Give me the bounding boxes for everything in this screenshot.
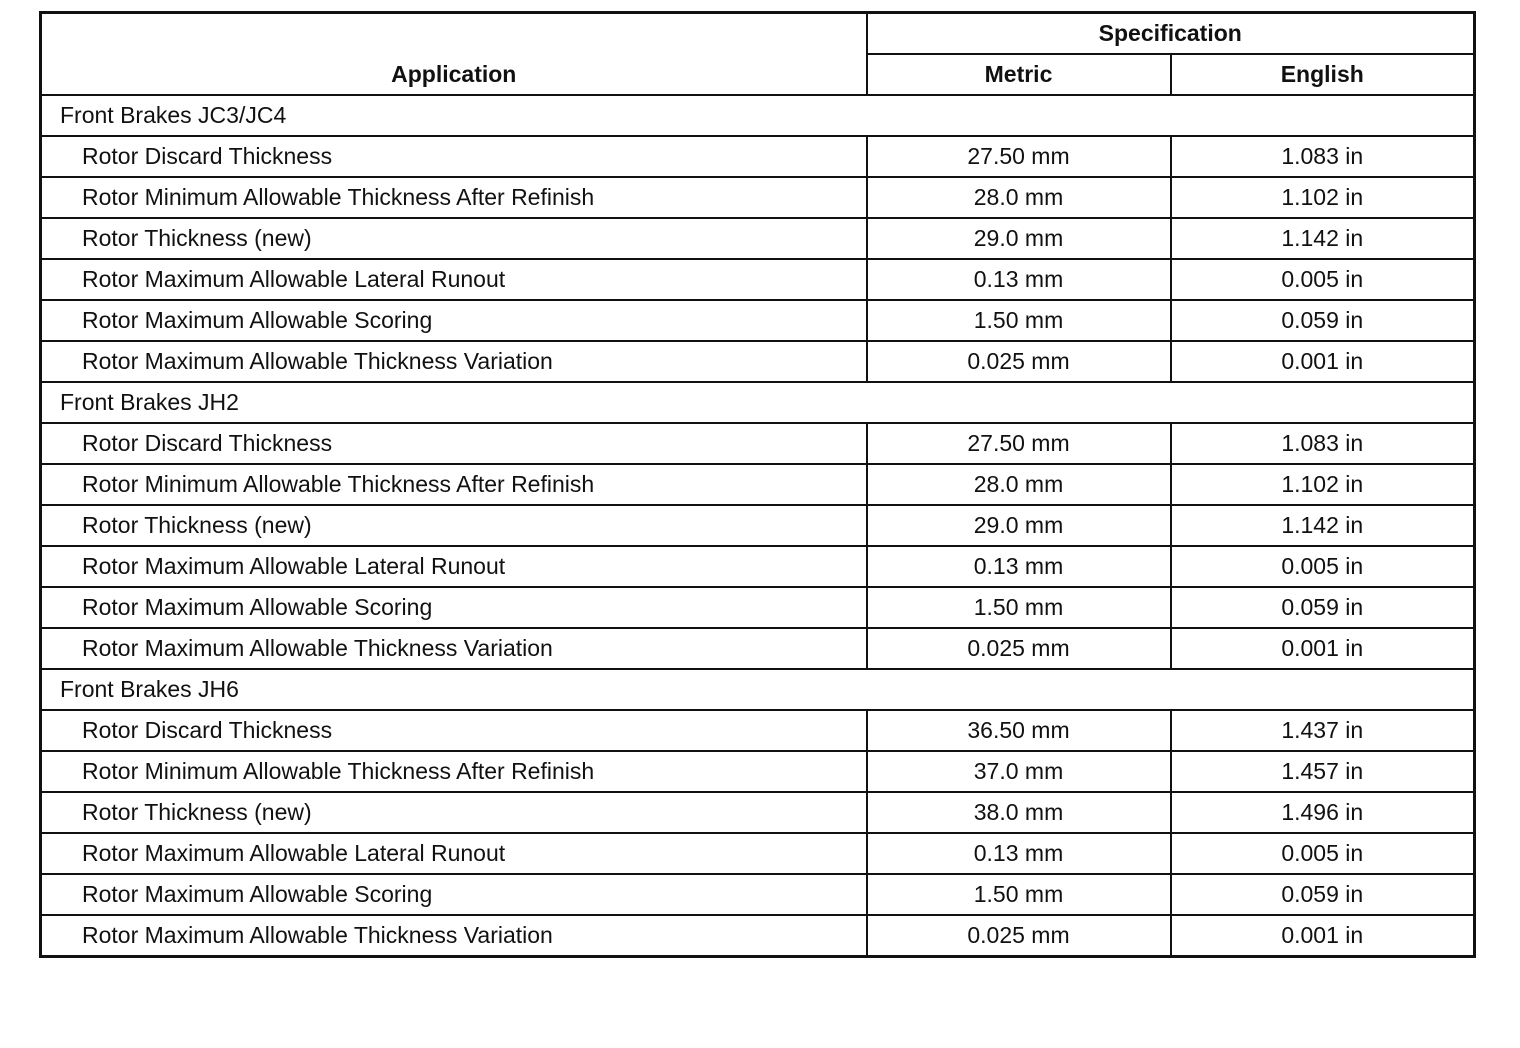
table-row <box>41 505 1475 546</box>
table-row <box>41 464 1475 505</box>
table-row <box>41 710 1475 751</box>
application-cell: Rotor Minimum Allowable Thickness After Refinish <box>41 464 867 505</box>
metric-cell: 0.025 mm <box>867 915 1171 957</box>
application-cell: Rotor Maximum Allowable Scoring <box>41 874 867 915</box>
column-header-metric: Metric <box>867 54 1171 95</box>
column-header-specification: Specification <box>867 13 1475 55</box>
metric-cell: 1.50 mm <box>867 300 1171 341</box>
english-cell: 1.437 in <box>1171 710 1475 751</box>
application-cell: Rotor Maximum Allowable Lateral Runout <box>41 259 867 300</box>
metric-cell: 0.025 mm <box>867 341 1171 382</box>
metric-cell: 37.0 mm <box>867 751 1171 792</box>
application-cell: Rotor Maximum Allowable Thickness Variation <box>41 628 867 669</box>
english-cell: 1.102 in <box>1171 464 1475 505</box>
column-header-english: English <box>1171 54 1475 95</box>
application-cell: Rotor Discard Thickness <box>41 710 867 751</box>
section-title: Front Brakes JH2 <box>41 382 1475 423</box>
table-row <box>41 833 1475 874</box>
metric-cell: 27.50 mm <box>867 136 1171 177</box>
table-row <box>41 177 1475 218</box>
section-row <box>41 382 1475 423</box>
metric-cell: 29.0 mm <box>867 505 1171 546</box>
english-cell: 0.059 in <box>1171 587 1475 628</box>
table-row <box>41 341 1475 382</box>
metric-cell: 0.13 mm <box>867 546 1171 587</box>
english-cell: 0.059 in <box>1171 874 1475 915</box>
metric-cell: 28.0 mm <box>867 464 1171 505</box>
metric-cell: 28.0 mm <box>867 177 1171 218</box>
english-cell: 0.001 in <box>1171 628 1475 669</box>
english-cell: 1.142 in <box>1171 505 1475 546</box>
english-cell: 0.001 in <box>1171 915 1475 957</box>
application-cell: Rotor Thickness (new) <box>41 218 867 259</box>
specification-table <box>39 11 1476 958</box>
section-row <box>41 95 1475 136</box>
header-row-top <box>41 13 1475 55</box>
table-row <box>41 874 1475 915</box>
section-row <box>41 669 1475 710</box>
english-cell: 1.457 in <box>1171 751 1475 792</box>
metric-cell: 36.50 mm <box>867 710 1171 751</box>
table-body <box>41 95 1475 957</box>
application-cell: Rotor Minimum Allowable Thickness After Refinish <box>41 751 867 792</box>
english-cell: 0.005 in <box>1171 833 1475 874</box>
metric-cell: 0.025 mm <box>867 628 1171 669</box>
table-row <box>41 792 1475 833</box>
application-cell: Rotor Minimum Allowable Thickness After Refinish <box>41 177 867 218</box>
english-cell: 0.001 in <box>1171 341 1475 382</box>
section-title: Front Brakes JC3/JC4 <box>41 95 1475 136</box>
application-cell: Rotor Maximum Allowable Scoring <box>41 300 867 341</box>
english-cell: 1.142 in <box>1171 218 1475 259</box>
application-cell: Rotor Maximum Allowable Lateral Runout <box>41 833 867 874</box>
application-cell: Rotor Thickness (new) <box>41 792 867 833</box>
metric-cell: 38.0 mm <box>867 792 1171 833</box>
metric-cell: 27.50 mm <box>867 423 1171 464</box>
english-cell: 1.102 in <box>1171 177 1475 218</box>
table-row <box>41 259 1475 300</box>
table-row <box>41 300 1475 341</box>
metric-cell: 1.50 mm <box>867 587 1171 628</box>
table-row <box>41 628 1475 669</box>
metric-cell: 0.13 mm <box>867 259 1171 300</box>
application-cell: Rotor Maximum Allowable Thickness Variation <box>41 341 867 382</box>
application-cell: Rotor Maximum Allowable Scoring <box>41 587 867 628</box>
application-cell: Rotor Discard Thickness <box>41 136 867 177</box>
table-row <box>41 915 1475 957</box>
application-cell: Rotor Maximum Allowable Thickness Variation <box>41 915 867 957</box>
english-cell: 0.059 in <box>1171 300 1475 341</box>
table-row <box>41 423 1475 464</box>
column-header-application: Application <box>41 13 867 96</box>
english-cell: 0.005 in <box>1171 259 1475 300</box>
application-cell: Rotor Discard Thickness <box>41 423 867 464</box>
application-cell: Rotor Thickness (new) <box>41 505 867 546</box>
table-header <box>41 13 1475 96</box>
table-row <box>41 218 1475 259</box>
english-cell: 1.083 in <box>1171 423 1475 464</box>
metric-cell: 0.13 mm <box>867 833 1171 874</box>
table-row <box>41 546 1475 587</box>
table-row <box>41 136 1475 177</box>
english-cell: 0.005 in <box>1171 546 1475 587</box>
metric-cell: 1.50 mm <box>867 874 1171 915</box>
english-cell: 1.496 in <box>1171 792 1475 833</box>
application-cell: Rotor Maximum Allowable Lateral Runout <box>41 546 867 587</box>
table-row <box>41 587 1475 628</box>
table-row <box>41 751 1475 792</box>
section-title: Front Brakes JH6 <box>41 669 1475 710</box>
metric-cell: 29.0 mm <box>867 218 1171 259</box>
english-cell: 1.083 in <box>1171 136 1475 177</box>
